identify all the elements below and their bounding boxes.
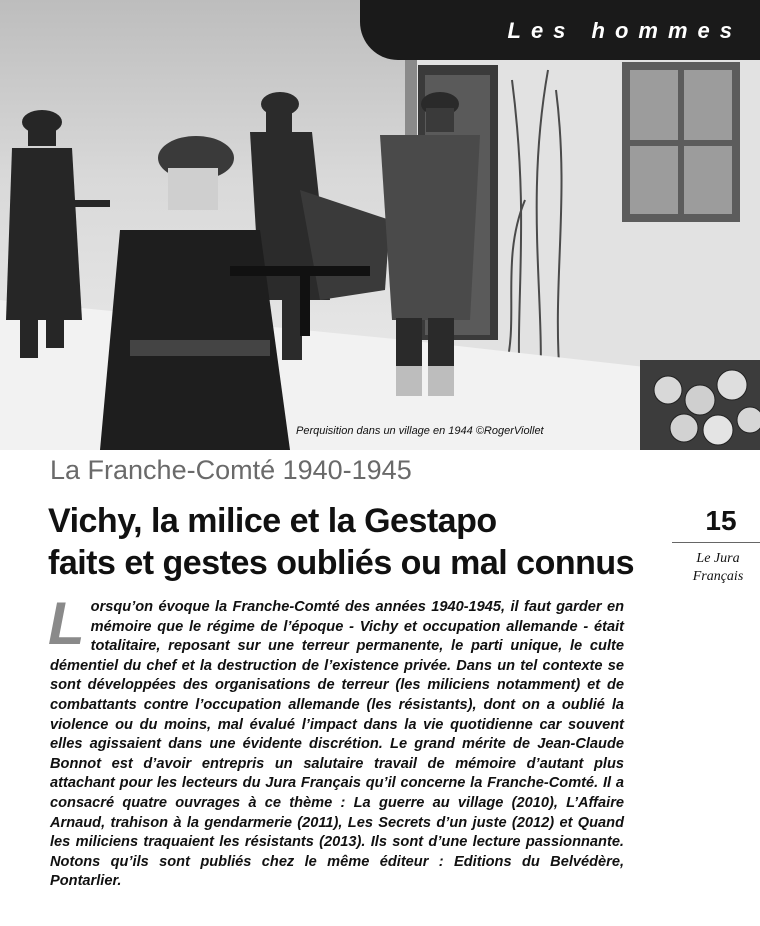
headline-line-1: Vichy, la milice et la Gestapo [48, 502, 497, 540]
drop-cap: L [48, 590, 85, 657]
publication-line-2: Français [692, 569, 744, 584]
photo-illustration [0, 0, 760, 450]
section-tab [360, 0, 760, 60]
article-text: orsqu’on évoque la Franche-Comté des années 1940-1945, il faut garder en mémoire que le régime de l’époque - Vichy et occupation allemande - était totalitaire, reposant sur une terreur permanente, le parti unique, le culte démentiel du chef et la destruction de l’existence privée. Dans un tel contexte se sont développées des organisations de terreur (les miliciens notamment) et de combattants contre l’occupation allemande (les résistants), dont on a oublié la violence ou du moins, mal évalué l’impact dans la vie quotidienne car souvent elles agissaient dans une évidente discrétion. Le grand mérite de Jean-Claude Bonnot est d’avoir entrepris un salutaire travail de mémoire d’autant plus attachant pour les lecteurs du Jura Français qu’il concerne la Franche-Comté. Il a consacré quatre ouvrages à ce thème : La guerre au village (2010), L’Affaire Arnaud, trahison à la gendarmerie (2011), Les Secrets d’un juste (2012) et Quand les miliciens traquaient les résistants (2013). Ils sont d’une lecture passionnante. Notons qu’ils sont publiés chez le même éditeur : Editions du Belvédère, Pontarlier. [50, 599, 624, 890]
photo [0, 0, 760, 450]
page-divider [672, 542, 760, 543]
article-body [48, 590, 624, 892]
window-pane [630, 70, 678, 140]
section-label: Les hommes [507, 18, 742, 43]
publication-name [676, 550, 760, 586]
window-pane [630, 146, 678, 214]
page-number: 15 [705, 505, 737, 536]
article-kicker: La Franche-Comté 1940-1945 [50, 455, 412, 485]
window-pane [684, 70, 732, 140]
firewood-pile [640, 360, 760, 450]
photo-caption: Perquisition dans un village en 1944 ©RogerViollet [296, 425, 544, 437]
window-pane [684, 146, 732, 214]
headline-line-2: faits et gestes oubliés ou mal connus [48, 544, 635, 582]
publication-line-1: Le Jura [696, 551, 740, 566]
article-headline [48, 500, 658, 584]
